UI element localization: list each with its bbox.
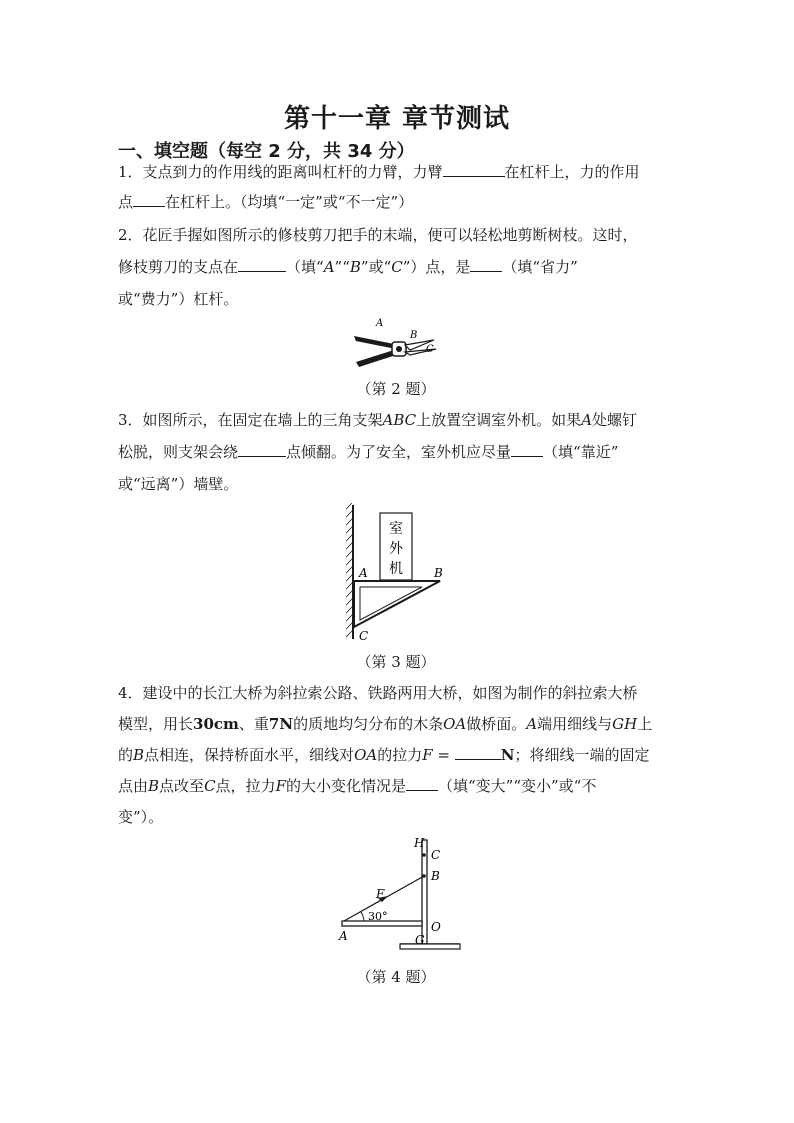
- q1-blank-2[interactable]: [133, 192, 165, 207]
- q4-line-4: [118, 776, 596, 796]
- q2-text: （填“: [286, 258, 324, 276]
- q4-length: 30cm: [193, 715, 239, 733]
- q2-text: （填“省力”: [502, 258, 578, 276]
- q3-caption: （第 3 题）: [356, 653, 436, 671]
- q3-line-3: 或“远离”）墙壁。: [118, 475, 239, 493]
- q2-text: ”“: [334, 258, 350, 276]
- shears-handle-lower: [356, 350, 396, 367]
- q1-blank-1[interactable]: [443, 162, 505, 177]
- q3-text: 点倾翻。为了安全，室外机应尽量: [286, 443, 512, 461]
- q4-var-f: F: [275, 777, 286, 795]
- wall-hatching: [346, 503, 352, 637]
- q4-text: 点相连，保持桥面水平，细线对: [144, 746, 355, 764]
- q2-text: ”）点，是: [402, 258, 471, 276]
- bracket-figure: [338, 503, 450, 643]
- q4-unit: N: [500, 746, 515, 764]
- q4-var-oa: OA: [354, 746, 378, 764]
- outdoor-unit-label-2: 外: [389, 541, 403, 557]
- section-heading: 一、填空题（每空 2 分，共 34 分）: [118, 141, 415, 162]
- bracket-outer: [354, 581, 440, 627]
- q4-blank-1[interactable]: [455, 745, 501, 760]
- bracket-label-c: C: [359, 629, 369, 643]
- q2-blank-2[interactable]: [470, 257, 502, 272]
- shears-label-c: C: [426, 344, 434, 355]
- q4-line-2: [118, 714, 652, 734]
- q4-text: 、重: [238, 715, 269, 733]
- q4-text: （填“变大”“变小”或“不: [438, 777, 597, 795]
- q1-line-2: [118, 192, 413, 212]
- bridge-label-h: H: [414, 836, 425, 850]
- bridge-label-g: G: [415, 933, 425, 947]
- q4-text: 的质地均匀分布的木条: [293, 715, 444, 733]
- q4-line-1: 4．建设中的长江大桥为斜拉索公路、铁路两用大桥，如图为制作的斜拉索大桥: [118, 684, 638, 702]
- q2-blank-1[interactable]: [238, 257, 286, 272]
- q2-caption: （第 2 题）: [356, 380, 436, 398]
- bracket-label-a: A: [359, 566, 368, 580]
- q3-var-abc: ABC: [382, 411, 417, 429]
- q1-line-1: [118, 162, 640, 182]
- q3-blank-1[interactable]: [238, 442, 286, 457]
- bridge-label-c: C: [431, 848, 441, 862]
- q4-caption: （第 4 题）: [356, 968, 436, 986]
- q4-weight: 7N: [268, 715, 294, 733]
- q4-text: 点由: [118, 777, 149, 795]
- outdoor-unit-label-3: 机: [389, 561, 403, 577]
- point-c: [422, 853, 426, 857]
- bridge-angle-label: 30°: [368, 910, 388, 923]
- q4-text: 点改至: [159, 777, 205, 795]
- q4-text: 的大小变化情况是: [285, 777, 406, 795]
- q4-var-f: F: [422, 746, 433, 764]
- q3-text: 处螺钉: [592, 411, 638, 429]
- q1-text: 点: [118, 193, 134, 211]
- q4-text: 端用细线与: [537, 715, 613, 733]
- shears-figure: [350, 314, 446, 370]
- q2-option-c: C: [391, 258, 403, 276]
- q3-text: （填“靠近”: [543, 443, 619, 461]
- q4-text: ；将细线一端的固定: [514, 746, 650, 764]
- q4-text: 模型，用长: [118, 715, 194, 733]
- q4-var-a: A: [526, 715, 538, 733]
- q3-line-1: [118, 410, 637, 430]
- q4-line-3: [118, 745, 649, 765]
- bridge-label-b: B: [431, 869, 440, 883]
- q4-blank-2[interactable]: [406, 776, 438, 791]
- shears-label-b: B: [410, 330, 418, 341]
- q3-blank-2[interactable]: [511, 442, 543, 457]
- q1-text: 在杠杆上，力的作用: [504, 163, 640, 181]
- q2-line-2: [118, 257, 578, 277]
- bridge-figure: [334, 832, 466, 960]
- q4-text: 做桥面。: [466, 715, 527, 733]
- q4-text: 的拉力: [377, 746, 423, 764]
- q3-text: 松脱，则支架会绕: [118, 443, 239, 461]
- page-title: 第十一章 章节测试: [283, 104, 511, 134]
- shears-label-a: A: [376, 318, 384, 329]
- q4-text: 的: [118, 746, 134, 764]
- tower-foot: [400, 944, 460, 949]
- q4-var-oa: OA: [443, 715, 467, 733]
- q3-var-a: A: [581, 411, 593, 429]
- shears-handle-upper: [354, 336, 396, 349]
- q1-text: 在杠杆上。（均填“一定”或“不一定”）: [165, 193, 414, 211]
- q2-text: 修枝剪刀的支点在: [118, 258, 239, 276]
- bridge-label-o: O: [431, 920, 441, 934]
- q4-equals: =: [432, 746, 455, 764]
- outdoor-unit-label-1: 室: [389, 521, 403, 537]
- shears-pivot: [396, 346, 402, 352]
- q2-text: ”或“: [360, 258, 392, 276]
- q3-line-2: [118, 442, 618, 462]
- angle-arc: [361, 912, 364, 921]
- q3-text: 3．如图所示，在固定在墙上的三角支架: [118, 411, 383, 429]
- q4-var-b: B: [133, 746, 145, 764]
- q2-option-b: B: [349, 258, 361, 276]
- bridge-label-f: F: [376, 887, 385, 901]
- q2-option-a: A: [323, 258, 335, 276]
- q2-line-1: 2．花匠手握如图所示的修枝剪刀把手的末端，便可以轻松地剪断树枝。这时，: [118, 226, 638, 244]
- bridge-label-a: A: [339, 929, 348, 943]
- q4-line-5: 变”）。: [118, 808, 164, 826]
- q4-text: 点，拉力: [215, 777, 276, 795]
- q4-var-gh: GH: [612, 715, 638, 733]
- q4-var-b: B: [148, 777, 160, 795]
- q4-var-c: C: [204, 777, 216, 795]
- q4-text: 上: [637, 715, 653, 733]
- q1-text: 1．支点到力的作用线的距离叫杠杆的力臂，力臂: [118, 163, 443, 181]
- q2-line-3: 或“费力”）杠杆。: [118, 290, 239, 308]
- q3-text: 上放置空调室外机。如果: [416, 411, 582, 429]
- bracket-label-b: B: [434, 566, 443, 580]
- point-b: [422, 874, 426, 878]
